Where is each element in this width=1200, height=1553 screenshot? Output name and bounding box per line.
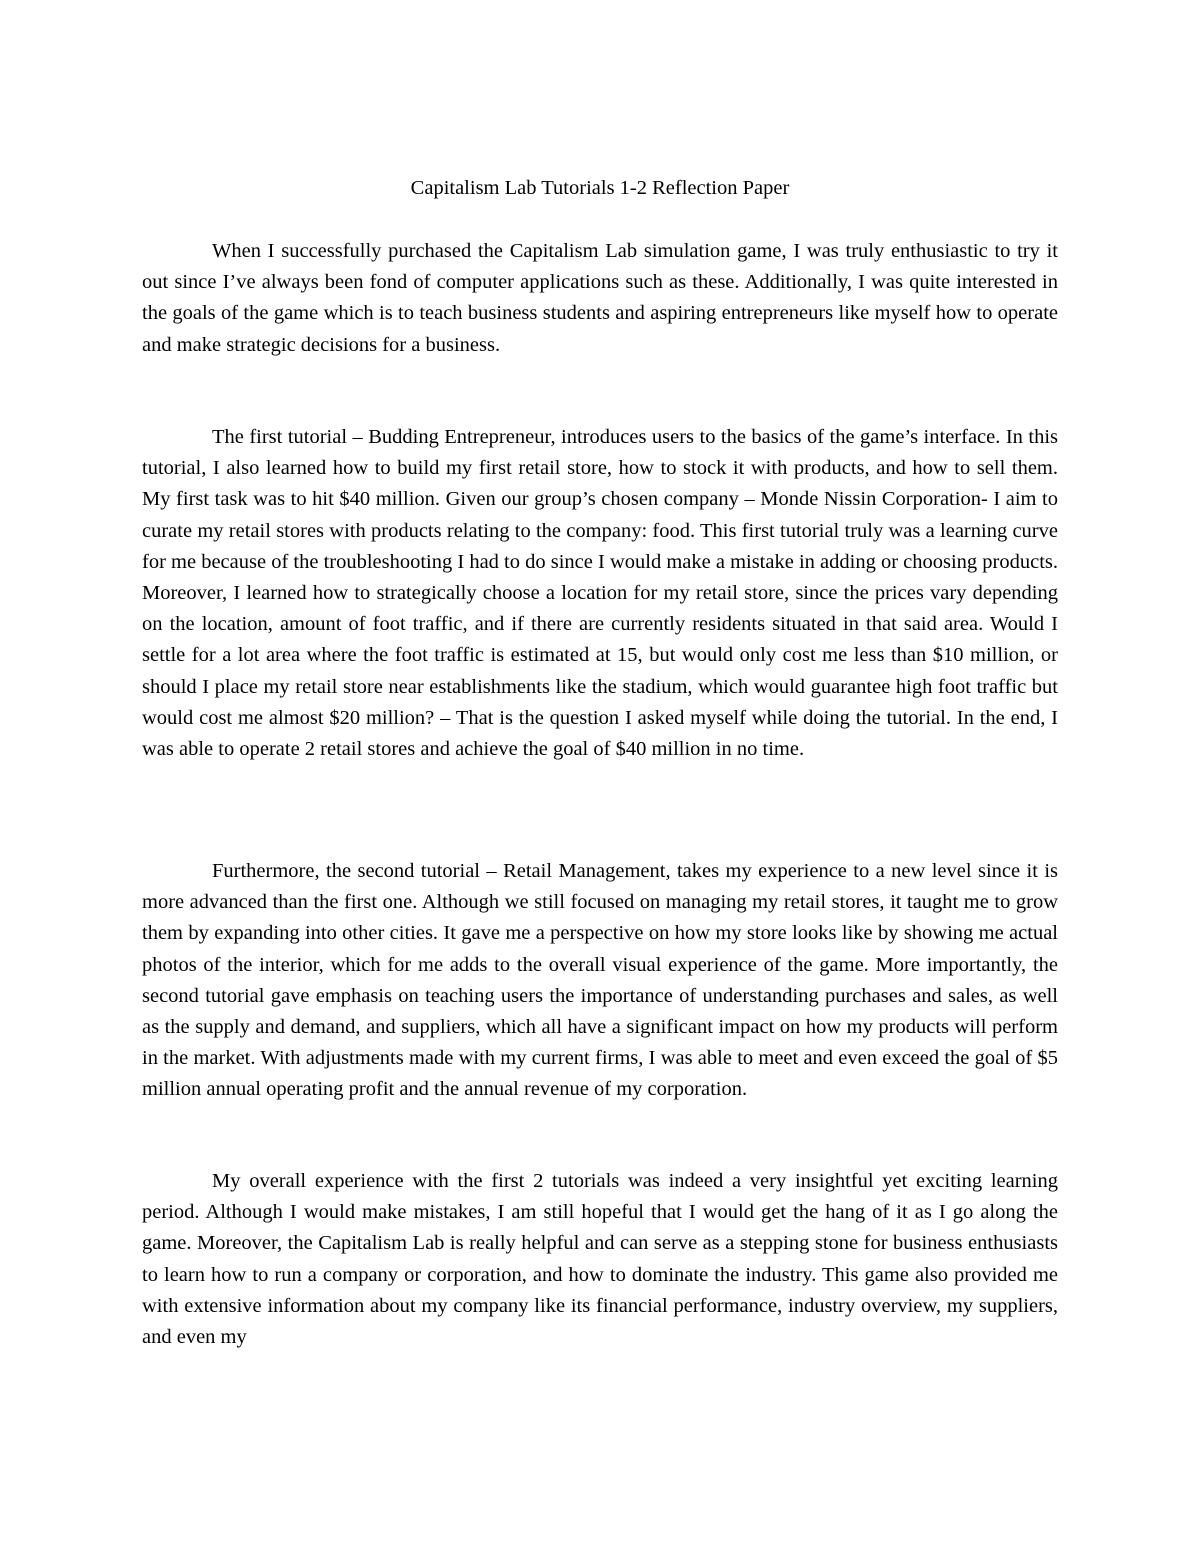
paragraph-overall-experience: My overall experience with the first 2 tutorials was indeed a very insightful yet exciting learning period. Although I would make mistakes, I am still hopeful that I would get the hang of it as I go along the game. Moreover, the Capitalism Lab is really helpful and can serve as a stepping stone for business enthusiasts to learn how to run a company or corporation, and how to dominate the industry. This game also provided me with extensive information about my company like its financial performance, industry overview, my suppliers, and even my	[142, 1170, 1058, 1349]
paragraph-first-tutorial: The first tutorial – Budding Entrepreneur, introduces users to the basics of the game’s interface. In this tutorial, I also learned how to build my first retail store, how to stock it with products, and how to sell them. My first task was to hit $40 million. Given our group’s chosen company – Monde Nissin Corporation- I aim to curate my retail stores with products relating to the company: food. This first tutorial truly was a learning curve for me because of the troubleshooting I had to do since I would make a mistake in adding or choosing products. Moreover, I learned how to strategically choose a location for my retail store, since the prices vary depending on the location, amount of foot traffic, and if there are currently residents situated in that said area. Would I settle for a lot area where the foot traffic is estimated at 15, but would only cost me less than $10 million, or should I place my retail store near establishments like the stadium, which would guarantee high foot traffic but would cost me almost $20 million? – That is the question I asked myself while doing the tutorial. In the end, I was able to operate 2 retail stores and achieve the goal of $40 million in no time.	[142, 426, 1059, 761]
paragraph-second-tutorial: Furthermore, the second tutorial – Retail Management, takes my experience to a new level since it is more advanced than the first one. Although we still focused on managing my retail stores, it taught me to grow them by expanding into other cities. It gave me a perspective on how my store looks like by showing me actual photos of the interior, which for me adds to the overall visual experience of the game. More importantly, the second tutorial gave emphasis on teaching users the importance of understanding purchases and sales, as well as the supply and demand, and suppliers, which all have a significant impact on how my products will perform in the market. With adjustments made with my current firms, I was able to meet and even exceed the goal of $5 million annual operating profit and the annual revenue of my corporation.	[142, 860, 1058, 1101]
paragraph-intro: When I successfully purchased the Capitalism Lab simulation game, I was truly enthusiastic to try it out since I’ve always been fond of computer applications such as these. Additionally, I was quite interested in the goals of the game which is to teach business students and aspiring entrepreneurs like myself how to operate and make strategic decisions for a business.	[142, 240, 1058, 356]
document-title: Capitalism Lab Tutorials 1-2 Reflection Paper	[410, 177, 790, 199]
